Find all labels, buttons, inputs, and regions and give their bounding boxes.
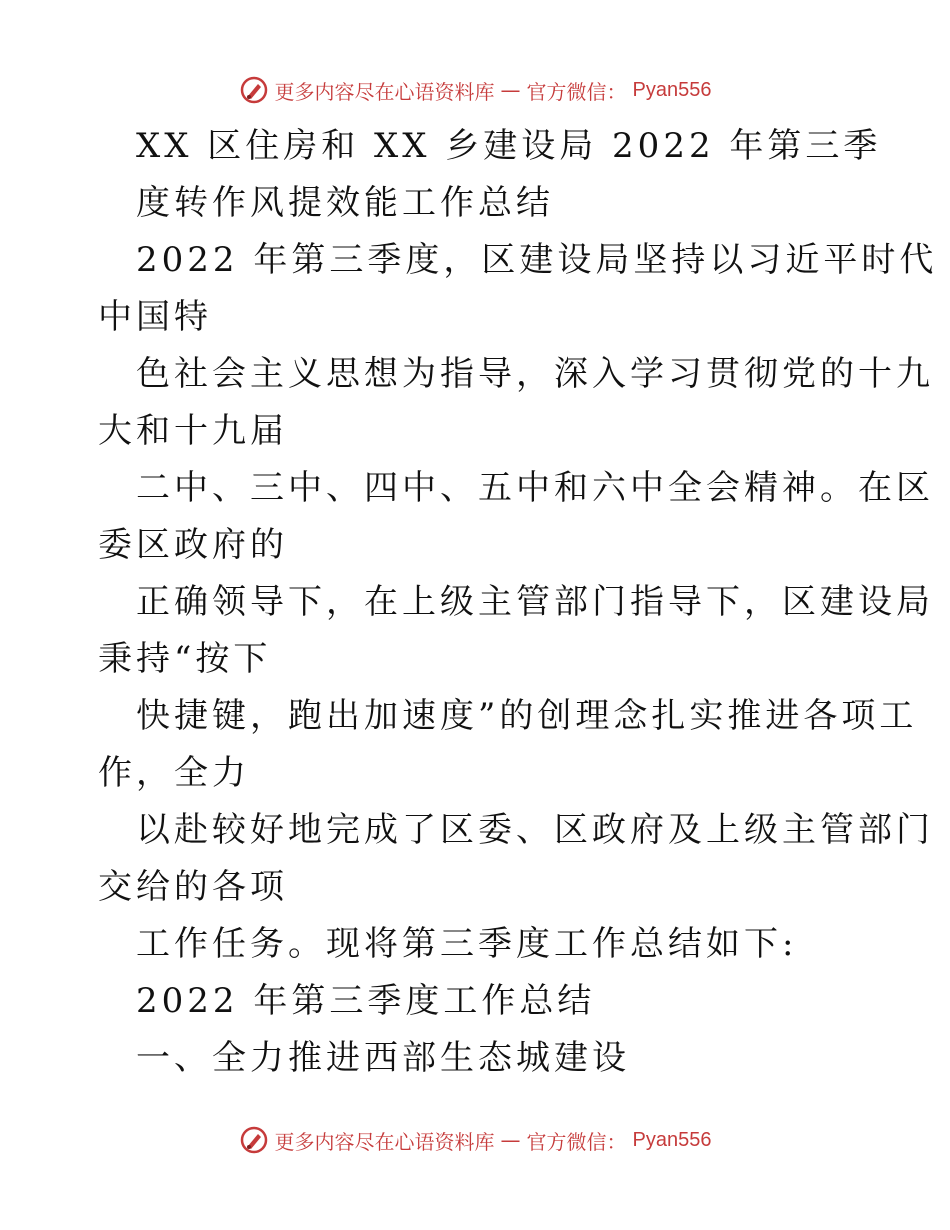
text-line: 委区政府的 [98, 525, 288, 565]
text-line: 度转作风提效能工作总结 [136, 183, 554, 223]
text-line: 2022 年第三季度，区建设局坚持以习近平时代 [136, 240, 938, 280]
pen-circle-logo-icon [239, 75, 269, 105]
header-banner-content[interactable] [239, 75, 712, 105]
text-line: 色社会主义思想为指导，深入学习贯彻党的十九 [136, 354, 934, 394]
banner-main-text: 更多内容尽在心语资料库 [274, 79, 495, 104]
footer-banner-content[interactable] [239, 1125, 712, 1155]
text-line: 工作任务。现将第三季度工作总结如下: [136, 924, 798, 964]
pen-circle-logo-icon [239, 1125, 269, 1155]
text-line: 正确领导下，在上级主管部门指导下，区建设局 [136, 582, 934, 622]
banner-wechat-id: Pyan556 [632, 78, 712, 101]
text-line: 中国特 [98, 297, 212, 337]
banner-separator: — [500, 78, 521, 102]
text-line: 二中、三中、四中、五中和六中全会精神。在区 [136, 468, 934, 508]
banner-wechat-id: Pyan556 [632, 1128, 712, 1151]
banner-separator: — [500, 1128, 521, 1152]
text-line: 作，全力 [98, 753, 250, 793]
header-banner [0, 70, 950, 110]
banner-main-text: 更多内容尽在心语资料库 [274, 1129, 495, 1154]
document-body [98, 118, 938, 1087]
text-line: 交给的各项 [98, 867, 288, 907]
text-line: 大和十九届 [98, 411, 288, 451]
text-line: 2022 年第三季度工作总结 [136, 981, 596, 1021]
text-line: 以赴较好地完成了区委、区政府及上级主管部门 [136, 810, 934, 850]
text-line: 秉持“按下 [98, 639, 272, 679]
banner-wechat-label: 官方微信： [526, 79, 627, 104]
text-line: XX 区住房和 XX 乡建设局 2022 年第三季 [136, 126, 882, 166]
banner-wechat-label: 官方微信： [526, 1129, 627, 1154]
footer-banner [0, 1120, 950, 1160]
text-line: 一、全力推进西部生态城建设 [136, 1038, 630, 1078]
text-line: 快捷键，跑出加速度”的创理念扎实推进各项工 [136, 696, 918, 736]
